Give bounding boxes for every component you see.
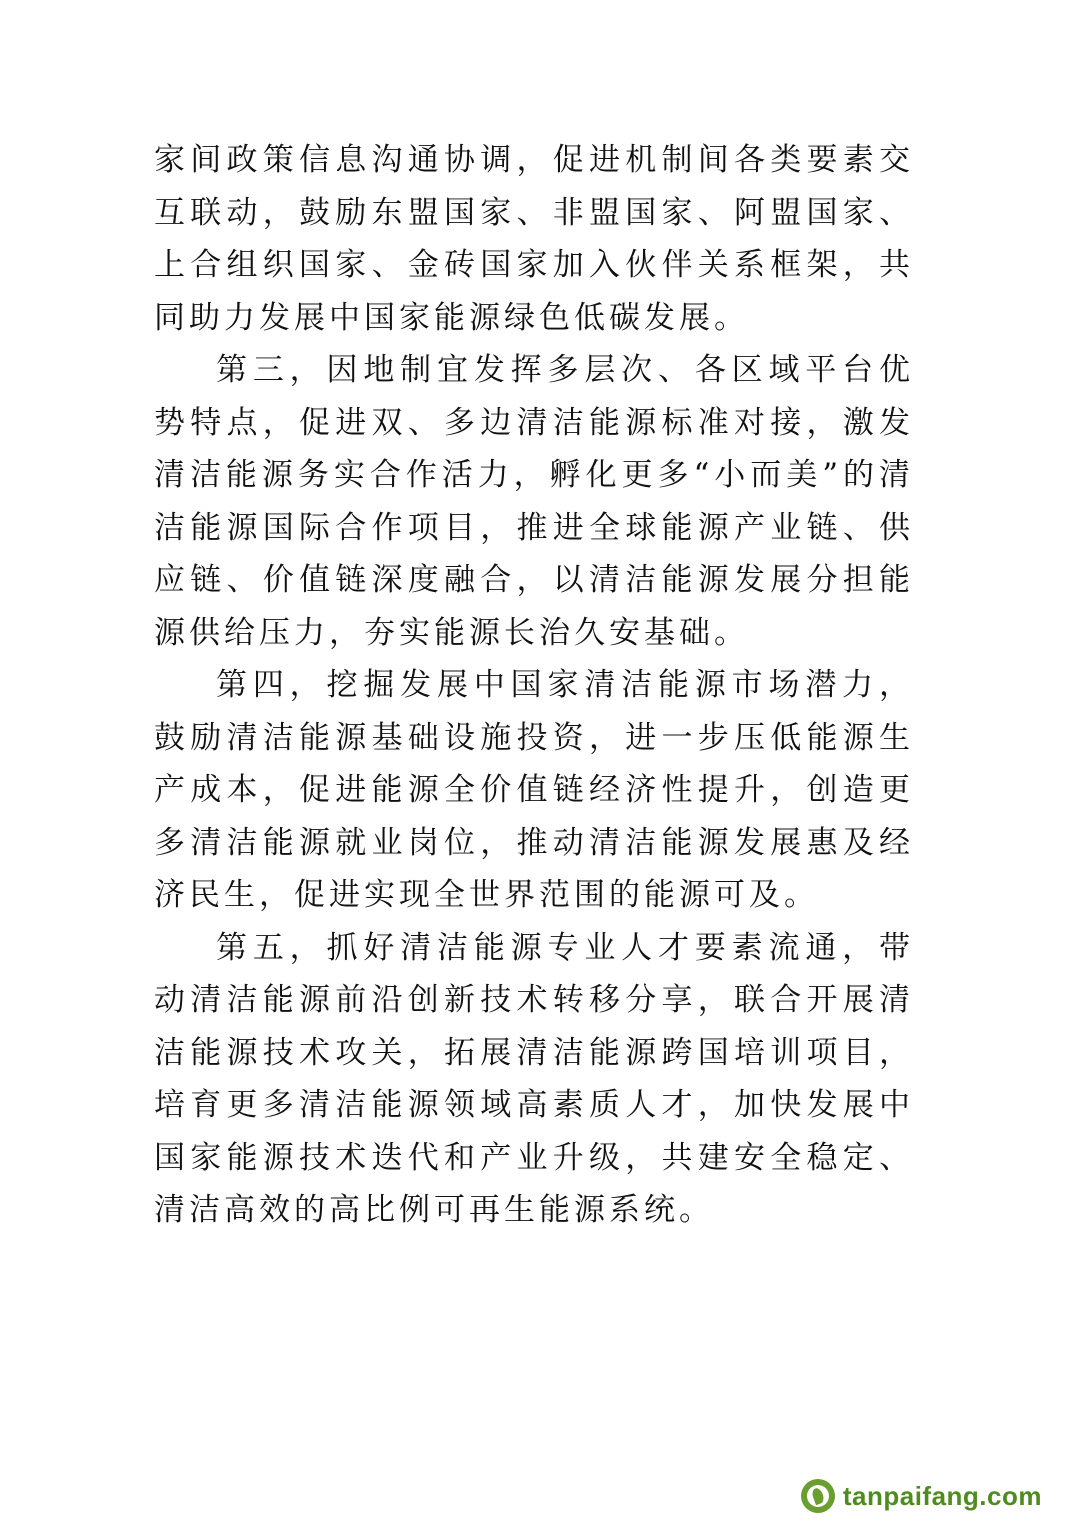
watermark (801, 1479, 1042, 1513)
document-body (154, 134, 914, 1237)
watermark-text: tanpaifang.com (842, 1480, 1042, 1511)
paragraph-fourth: 第四，挖掘发展中国家清洁能源市场潜力，鼓励清洁能源基础设施投资，进一步压低能源生产成本，促进能源全价值链经济性提升，创造更多清洁能源就业岗位，推动清洁能源发展惠及经济民生，促进实现全世界范围的能源可及。 (154, 667, 914, 913)
paragraph-continuation: 家间政策信息沟通协调，促进机制间各类要素交互联动，鼓励东盟国家、非盟国家、阿盟国家、上合组织国家、金砖国家加入伙伴关系框架，共同助力发展中国家能源绿色低碳发展。 (154, 142, 914, 336)
paragraph-third: 第三，因地制宜发挥多层次、各区域平台优势特点，促进双、多边清洁能源标准对接，激发清洁能源务实合作活力，孵化更多“小而美”的清洁能源国际合作项目，推进全球能源产业链、供应链、价值链深度融合，以清洁能源发展分担能源供给压力，夯实能源长治久安基础。 (154, 352, 914, 651)
leaf-logo-icon (801, 1479, 835, 1513)
paragraph-fifth: 第五，抓好清洁能源专业人才要素流通，带动清洁能源前沿创新技术转移分享，联合开展清洁能源技术攻关，拓展清洁能源跨国培训项目，培育更多清洁能源领域高素质人才，加快发展中国家能源技术迭代和产业升级，共建安全稳定、清洁高效的高比例可再生能源系统。 (154, 929, 914, 1228)
